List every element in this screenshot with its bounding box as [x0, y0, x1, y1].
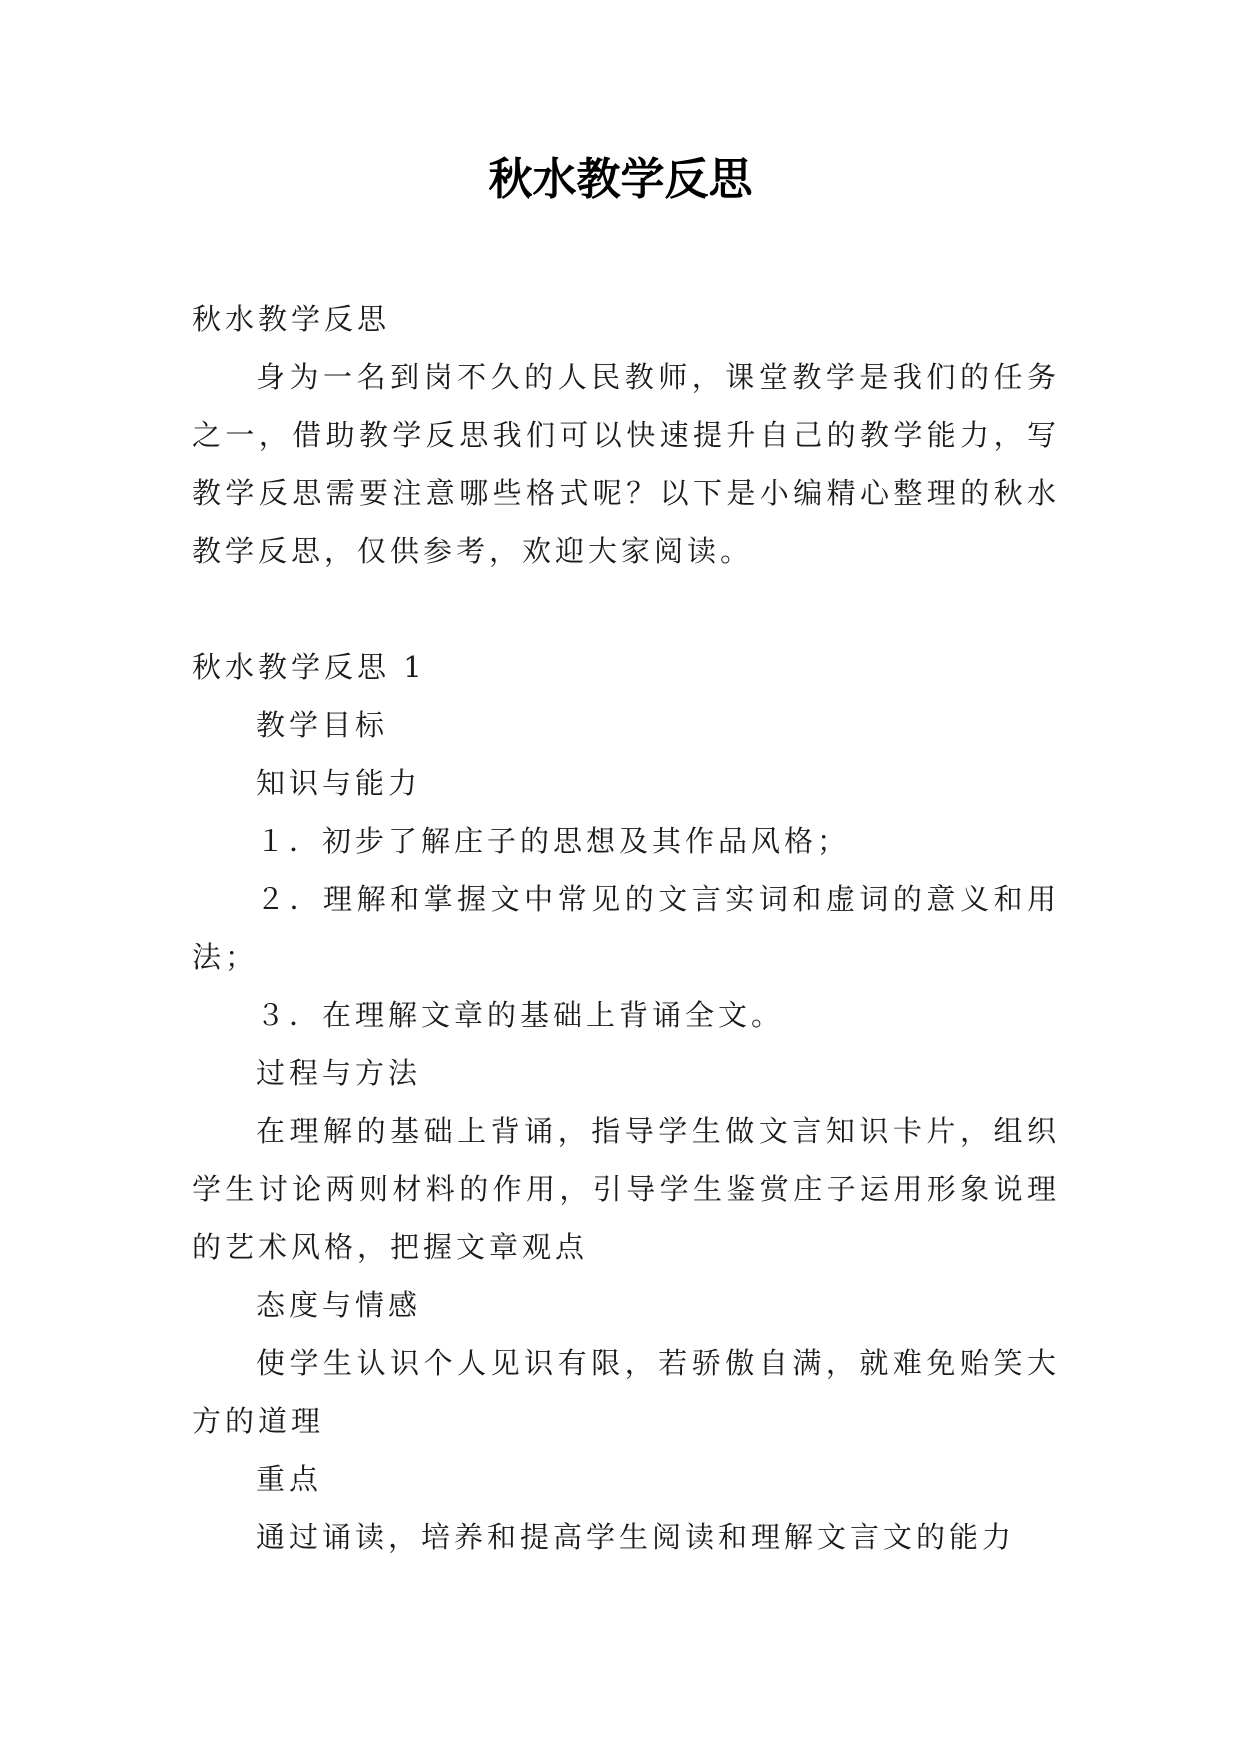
attitude-paragraph: 使学生认识个人见识有限，若骄傲自满，就难免贻笑大方的道理 — [192, 1346, 1060, 1438]
heading-process-method: 过程与方法 — [256, 1056, 422, 1090]
section-heading: 秋水教学反思 1 — [192, 650, 426, 684]
heading-teaching-goals: 教学目标 — [256, 708, 389, 742]
list-item-1: １．初步了解庄子的思想及其作品风格； — [256, 824, 851, 858]
document-body — [192, 290, 1060, 1566]
heading-attitude-emotion: 态度与情感 — [256, 1288, 422, 1322]
key-points-paragraph: 通过诵读，培养和提高学生阅读和理解文言文的能力 — [256, 1520, 1016, 1554]
heading-knowledge-ability: 知识与能力 — [256, 766, 422, 800]
process-paragraph: 在理解的基础上背诵，指导学生做文言知识卡片，组织学生讨论两则材料的作用，引导学生鉴赏庄子运用形象说理的艺术风格，把握文章观点 — [192, 1114, 1060, 1264]
list-item-3: ３．在理解文章的基础上背诵全文。 — [256, 998, 785, 1032]
intro-paragraph: 身为一名到岗不久的人民教师，课堂教学是我们的任务之一，借助教学反思我们可以快速提升自己的教学能力，写教学反思需要注意哪些格式呢？以下是小编精心整理的秋水教学反思，仅供参考，欢迎大家阅读。 — [192, 360, 1060, 568]
subtitle: 秋水教学反思 — [192, 302, 391, 336]
heading-key-points: 重点 — [256, 1462, 323, 1496]
list-item-2: ２．理解和掌握文中常见的文言实词和虚词的意义和用法； — [192, 882, 1060, 974]
document-title: 秋水教学反思 — [488, 154, 753, 205]
